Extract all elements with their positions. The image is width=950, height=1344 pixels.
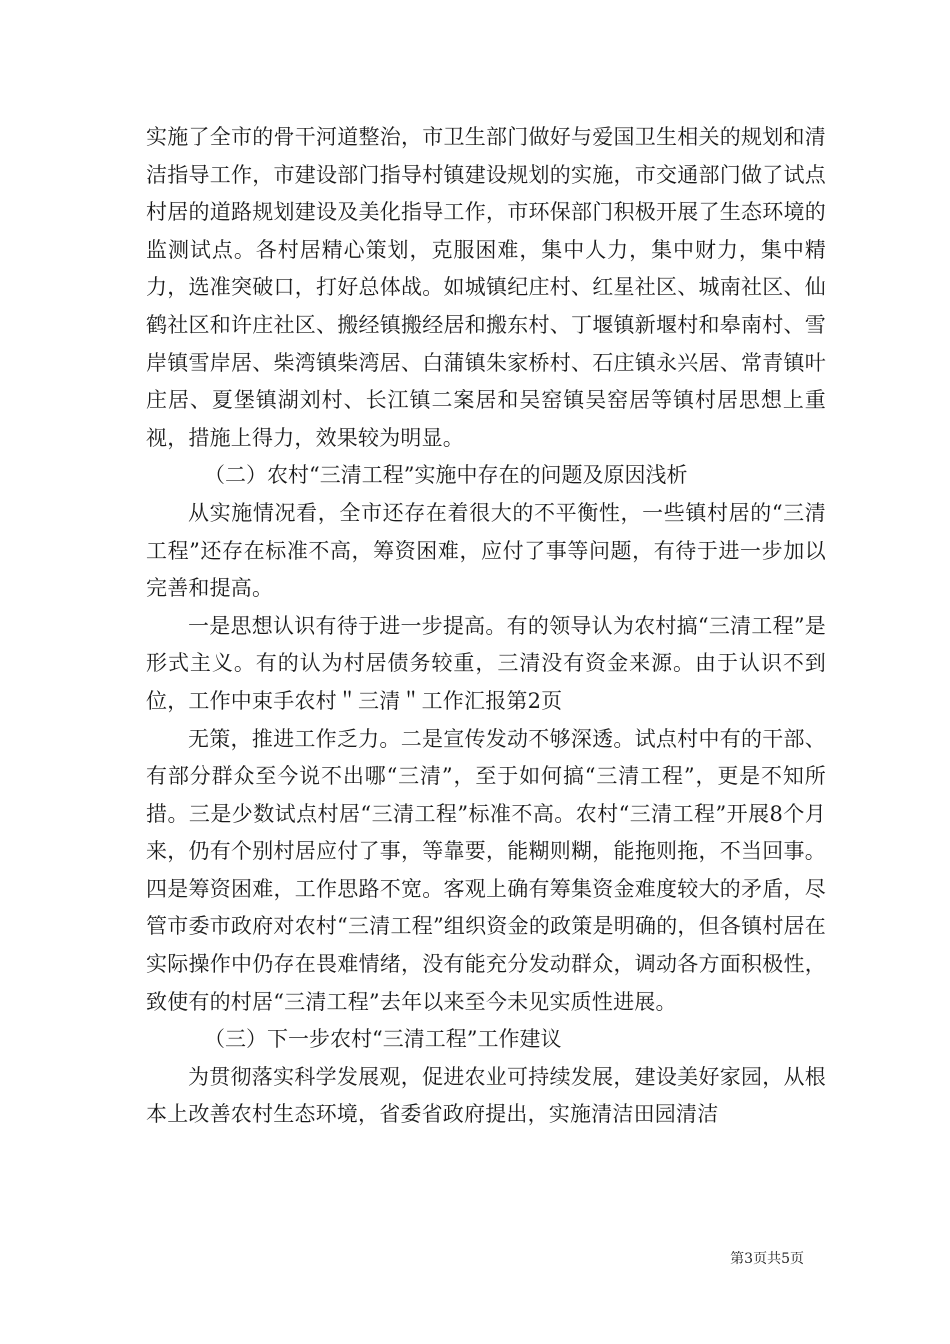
body-paragraph-5: 为贯彻落实科学发展观，促进农业可持续发展，建设美好家园，从根本上改善农村生态环境，省委省政府提出，实施清洁田园清洁 — [146, 1064, 826, 1127]
body-paragraph-4: 无策，推进工作乏力。二是宣传发动不够深透。试点村中有的干部、有部分群众至今说不出哪“三清”，至于如何搞“三清工程”，更是不知所措。三是少数试点村居“三清工程”标准不高。农村“三清工程”开展8个月来，仍有个别村居应付了事，等靠要，能糊则糊，能拖则拖，不当回事。四是筹资困难，工作思路不宽。客观上确有筹集资金难度较大的矛盾，尽管市委市政府对农村“三清工程”组织资金的政策是明确的，但各镇村居在实际操作中仍存在畏难情绪，没有能充分发动群众，调动各方面积极性，致使有的村居“三清工程”去年以来至今未见实质性进展。 — [146, 726, 826, 1014]
page-number-footer: 第3页共5页 — [730, 1251, 804, 1267]
body-paragraph-1: 实施了全市的骨干河道整治，市卫生部门做好与爱国卫生相关的规划和清洁指导工作，市建设部门指导村镇建设规划的实施，市交通部门做了试点村居的道路规划建设及美化指导工作，市环保部门积极开展了生态环境的监测试点。各村居精心策划，克服困难，集中人力，集中财力，集中精力，选准突破口，打好总体战。如城镇纪庄村、红星社区、城南社区、仙鹤社区和许庄社区、搬经镇搬经居和搬东村、丁堰镇新堰村和皋南村、雪岸镇雪岸居、柴湾镇柴湾居、白蒲镇朱家桥村、石庄镇永兴居、常青镇叶庄居、夏堡镇湖刘村、长江镇二案居和吴窑镇吴窑居等镇村居思想上重视，措施上得力，效果较为明显。 — [146, 125, 826, 450]
section-heading-3: （三）下一步农村“三清工程”工作建议 — [204, 1027, 562, 1052]
body-paragraph-2: 从实施情况看，全市还存在着很大的不平衡性，一些镇村居的“三清工程”还存在标准不高，筹资困难，应付了事等问题，有待于进一步加以完善和提高。 — [146, 500, 826, 601]
section-heading-2: （二）农村“三清工程”实施中存在的问题及原因浅析 — [204, 463, 688, 488]
body-paragraph-3: 一是思想认识有待于进一步提高。有的领导认为农村搞“三清工程”是形式主义。有的认为村居债务较重，三清没有资金来源。由于认识不到位，工作中束手农村＂三清＂工作汇报第2页 — [146, 613, 826, 713]
document-body — [146, 119, 826, 1134]
